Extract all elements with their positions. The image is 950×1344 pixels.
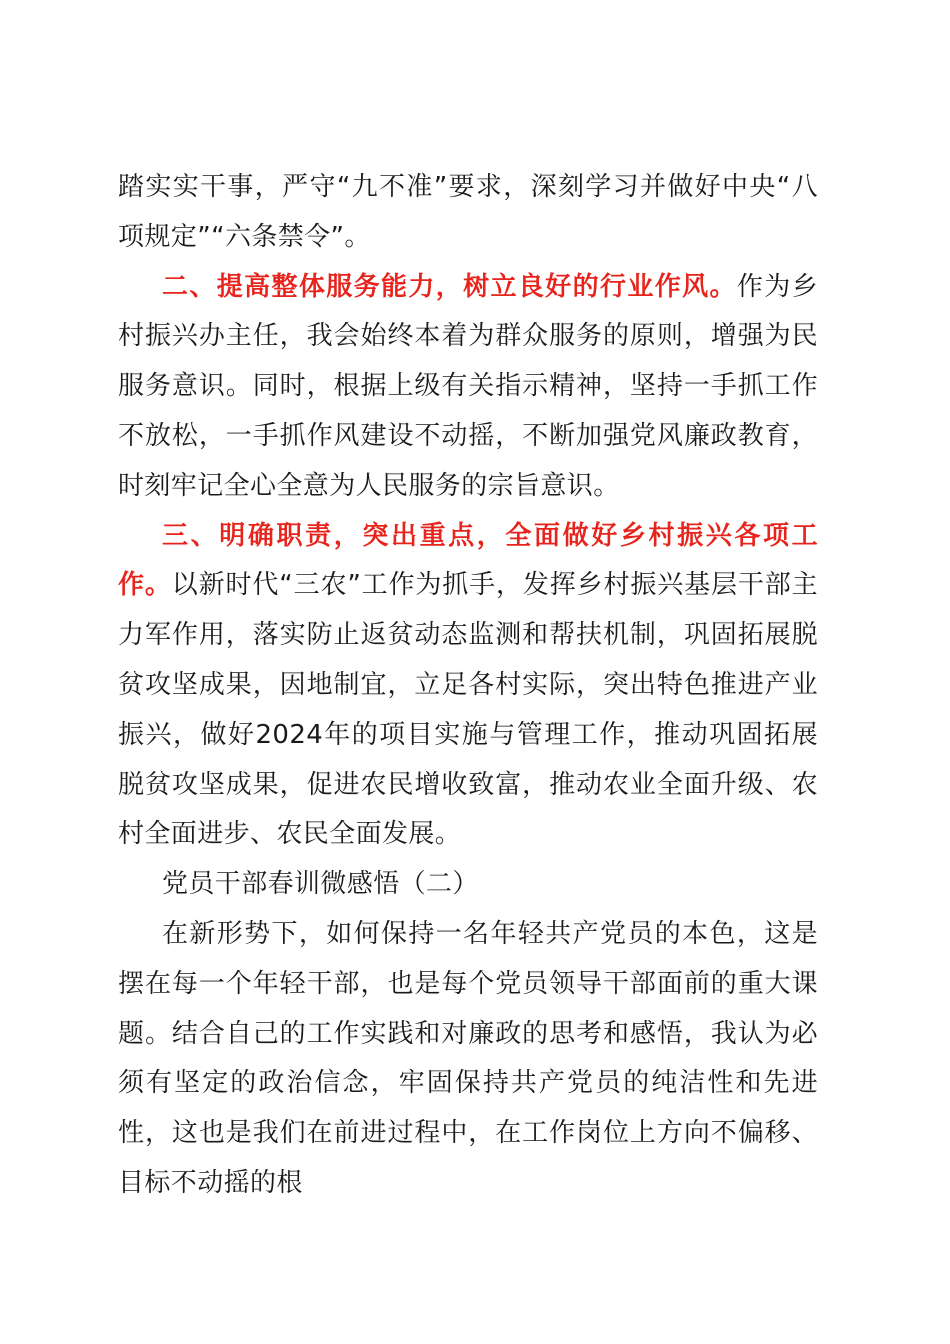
paragraph-continuation xyxy=(118,163,818,263)
paragraph-section-two xyxy=(118,263,818,512)
section-title-text: 党员干部春训微感悟（二） xyxy=(162,869,479,900)
section-two-heading: 二、提高整体服务能力，树立良好的行业作风。 xyxy=(162,271,737,302)
section-two-body: 作为乡村振兴办主任，我会始终本着为群众服务的原则，增强为民服务意识。同时，根据上级有关指示精神，坚持一手抓工作不放松，一手抓作风建设不动摇，不断加强党风廉政教育，时刻牢记全心全意为人民服务的宗旨意识。 xyxy=(118,271,819,501)
paragraph-intro-text: 在新形势下，如何保持一名年轻共产党员的本色，这是摆在每一个年轻干部，也是每个党员领导干部面前的重大课题。结合自己的工作实践和对廉政的思考和感悟，我认为必须有坚定的政治信念，牢固保持共产党员的纯洁性和先进性，这也是我们在前进过程中，在工作岗位上方向不偏移、目标不动摇的根 xyxy=(118,918,818,1198)
document-page xyxy=(118,163,818,1209)
section-three-body: 以新时代“三农”工作为抓手，发挥乡村振兴基层干部主力军作用，落实防止返贫动态监测和帮扶机制，巩固拓展脱贫攻坚成果，因地制宜，立足各村实际，突出特色推进产业振兴，做好2024年的项目实施与管理工作，推动巩固拓展脱贫攻坚成果，促进农民增收致富，推动农业全面升级、农村全面进步、农民全面发展。 xyxy=(118,570,818,850)
paragraph-text: 踏实实干事，严守“九不准”要求，深刻学习并做好中央“八项规定”“六条禁令”。 xyxy=(118,172,818,252)
section-three-heading: 三、明确职责，突出重点，全面做好乡村振兴各项工作。 xyxy=(118,520,818,601)
paragraph-section-three xyxy=(118,512,818,861)
paragraph-intro xyxy=(118,910,818,1209)
section-title xyxy=(118,860,818,910)
